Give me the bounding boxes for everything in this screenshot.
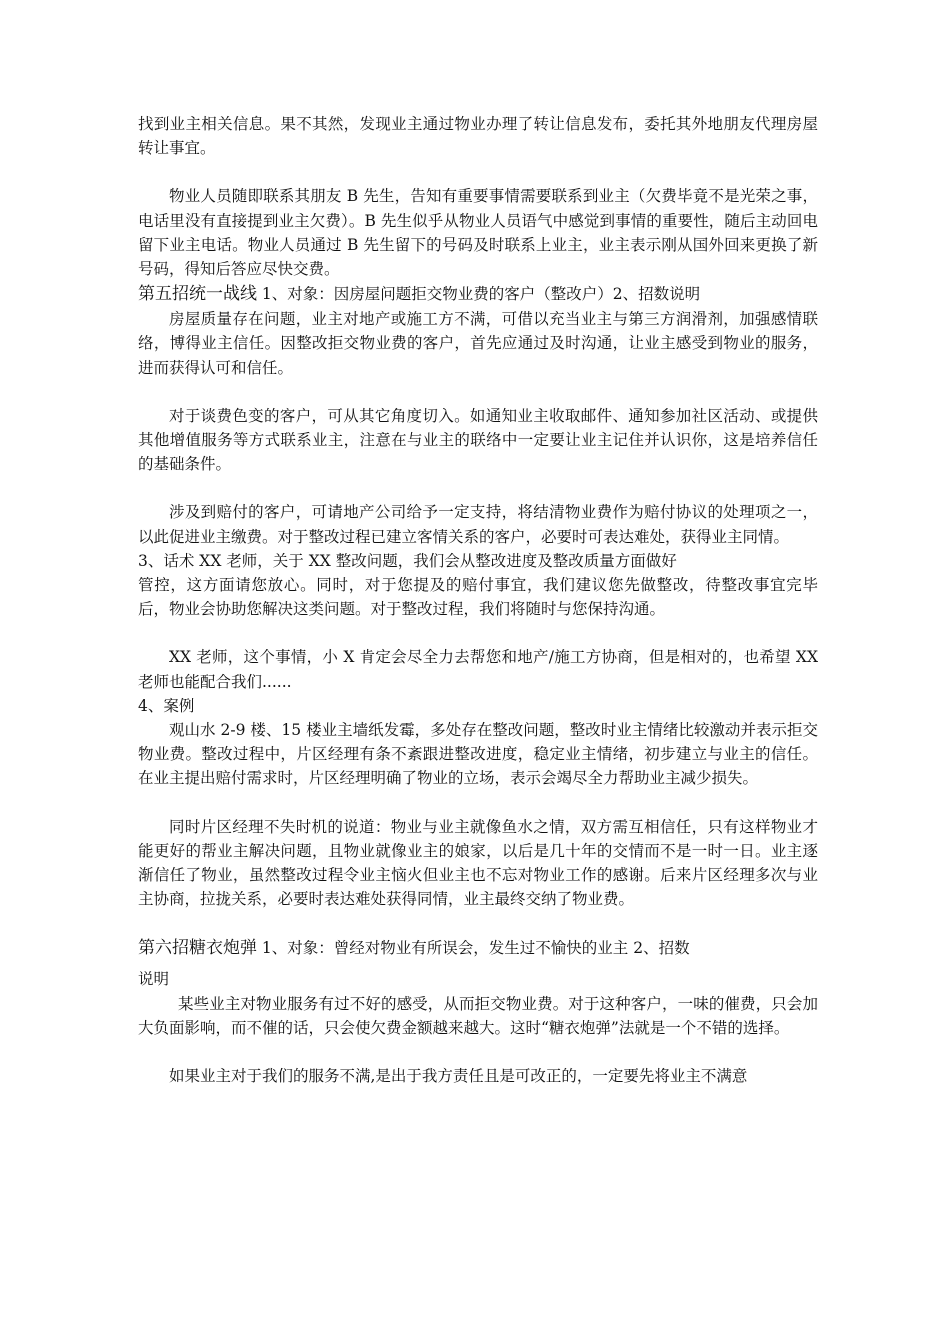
paragraph-script-xx: XX 老师，这个事情，小 X 肯定会尽全力去帮您和地产/施工方协商，但是相对的，也希望 XX 老师也能配合我们...... — [138, 648, 818, 691]
paragraph-quality-issues: 房屋质量存在问题，业主对地产或施工方不满，可借以充当业主与第三方润滑剂，加强感情联络，博得业主信任。因整改拒交物业费的客户，首先应通过及时沟通，让业主感受到物业的服务，进而获得认可和信任。 — [138, 310, 818, 377]
section-heading-6-tail: 1、对象：曾经对物业有所误会，发生过不愉快的业主 2、招数 — [257, 939, 690, 958]
label-explanation: 说明 — [138, 970, 170, 989]
paragraph-service-dissatisfaction: 如果业主对于我们的服务不满,是出于我方责任且是可改正的，一定要先将业主不满意 — [169, 1067, 748, 1086]
section-heading-6 — [138, 935, 818, 961]
paragraph-script-rest: 管控，这方面请您放心。同时，对于您提及的赔付事宜，我们建议您先做整改，待整改事宜完毕后，物业会协助您解决这类问题。对于整改过程，我们将随时与您保持沟通。 — [138, 576, 818, 619]
section-heading-5-tail: 1、对象：因房屋问题拒交物业费的客户（整改户）2、招数说明 — [257, 285, 701, 304]
section-heading-5 — [138, 281, 818, 307]
paragraph-fee-averse: 对于谈费色变的客户，可从其它角度切入。如通知业主收取邮件、通知参加社区活动、或提供其他增值服务等方式联系业主，注意在与业主的联络中一定要让业主记住并认识你，这是培养信任的基础条件。 — [138, 406, 818, 474]
paragraph-case-followup: 同时片区经理不失时机的说道：物业与业主就像鱼水之情，双方需互相信任，只有这样物业才能更好的帮业主解决问题，且物业就像业主的娘家，以后是几十年的交情而不是一时一日。业主逐渐信任了物业，虽然整改过程令业主恼火但业主也不忘对物业工作的感谢。后来片区经理多次与业主协商，拉拢关系，必要时表达难处获得同情，业主最终交纳了物业费。 — [138, 817, 818, 909]
paragraph-compensation: 涉及到赔付的客户，可请地产公司给予一定支持，将结清物业费作为赔付协议的处理项之一，以此促进业主缴费。对于整改过程已建立客情关系的客户，必要时可表达难处，获得业主同情。 — [138, 503, 818, 546]
section-heading-5-title: 第五招统一战线 — [138, 284, 257, 305]
paragraph-info-found: 找到业主相关信息。果不其然，发现业主通过物业办理了转让信息发布，委托其外地朋友代理房屋转让事宜。 — [138, 115, 818, 158]
label-case: 4、案例 — [138, 696, 195, 715]
section-heading-6-title: 第六招糖衣炮弹 — [138, 938, 257, 959]
document-page — [138, 112, 818, 1088]
paragraph-sugar-coated: 某些业主对物业服务有过不好的感受，从而拒交物业费。对于这种客户，一味的催费，只会加大负面影响，而不催的话，只会使欠费金额越来越大。这时“糖衣炮弹”法就是一个不错的选择。 — [138, 994, 818, 1037]
paragraph-script-line1: 3、话术 XX 老师，关于 XX 整改问题，我们会从整改进度及整改质量方面做好 — [138, 551, 677, 570]
paragraph-contact-friend: 物业人员随即联系其朋友 B 先生，告知有重要事情需要联系到业主（欠费毕竟不是光荣之事，电话里没有直接提到业主欠费）。B 先生似乎从物业人员语气中感觉到事情的重要性，随后主动回电留下业主电话。物业人员通过 B 先生留下的号码及时联系上业主，业主表示刚从国外回来更换了新号码，得知后答应尽快交费。 — [138, 187, 818, 279]
paragraph-case-guanshanshui: 观山水 2-9 楼、15 楼业主墙纸发霉，多处存在整改问题，整改时业主情绪比较激动并表示拒交物业费。整改过程中，片区经理有条不紊跟进整改进度，稳定业主情绪，初步建立与业主的信任。在业主提出赔付需求时，片区经理明确了物业的立场，表示会竭尽全力帮助业主减少损失。 — [138, 721, 818, 788]
